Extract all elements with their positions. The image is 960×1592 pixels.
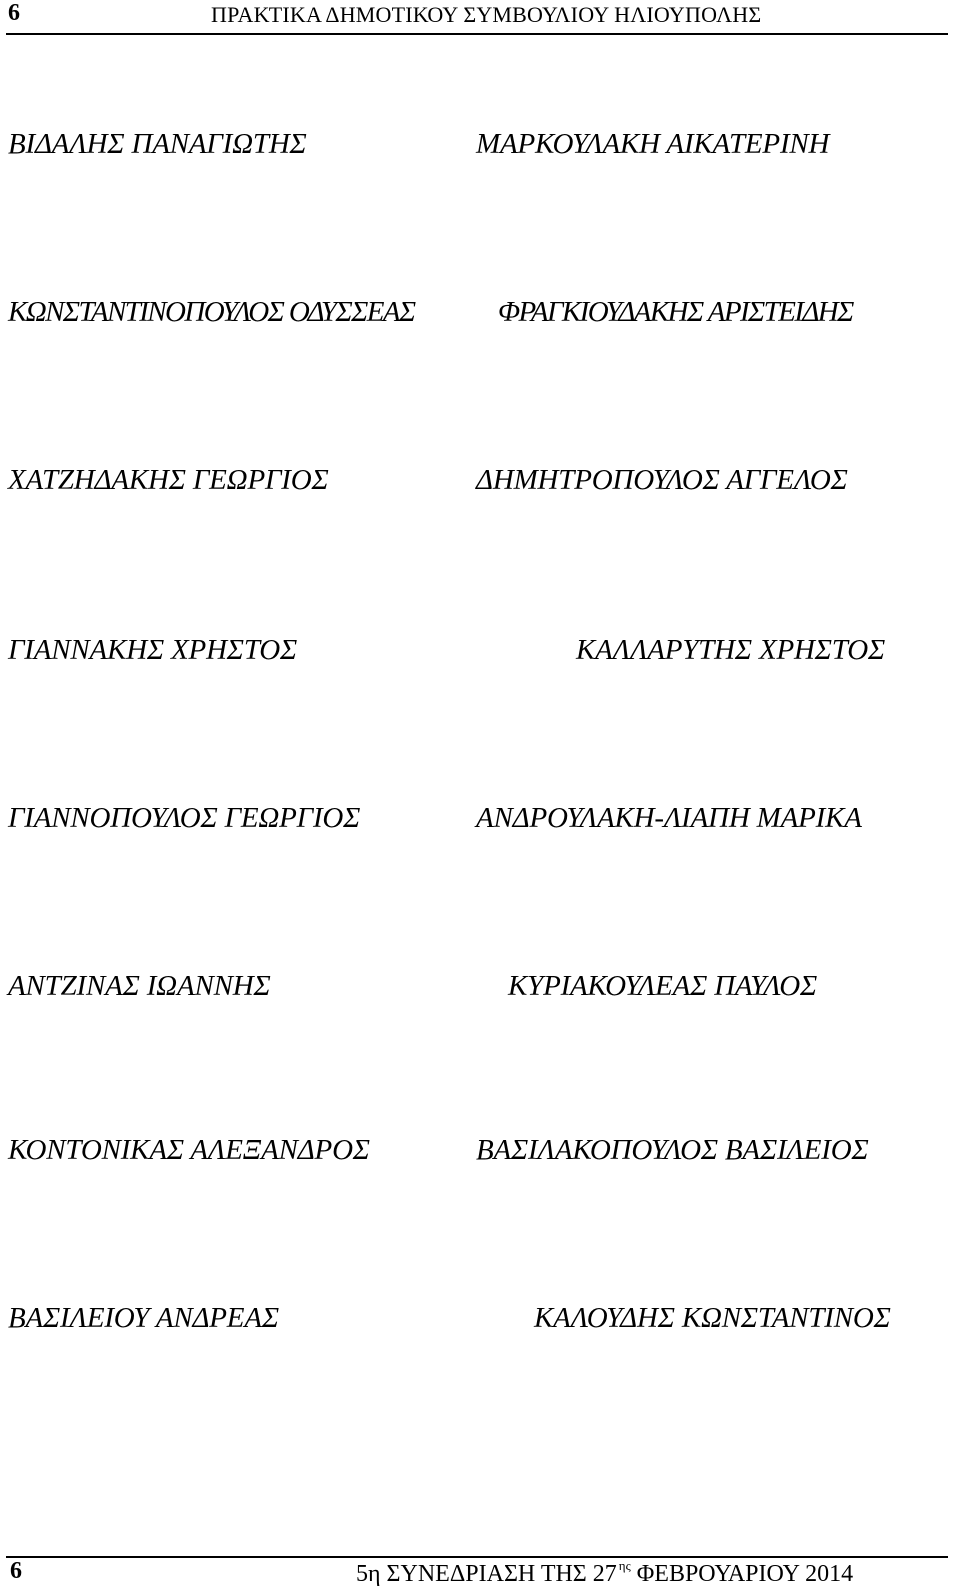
- name-right-1: ΜΑΡΚΟΥΛΑΚΗ ΑΙΚΑΤΕΡΙΝΗ: [476, 128, 830, 160]
- name-left-4: ΓΙΑΝΝΑΚΗΣ ΧΡΗΣΤΟΣ: [8, 634, 298, 666]
- footer-ordinal-suffix: ης: [618, 1558, 631, 1573]
- name-right-2: ΦΡΑΓΚΙΟΥΔΑΚΗΣ ΑΡΙΣΤΕΙΔΗΣ: [498, 296, 853, 328]
- name-right-8: ΚΑΛΟΥΔΗΣ ΚΩΝΣΤΑΝΤΙΝΟΣ: [534, 1302, 891, 1334]
- name-left-1: ΒΙΔΑΛΗΣ ΠΑΝΑΓΙΩΤΗΣ: [8, 128, 307, 160]
- name-left-5: ΓΙΑΝΝΟΠΟΥΛΟΣ ΓΕΩΡΓΙΟΣ: [8, 802, 361, 834]
- header-title: ΠΡΑΚΤΙΚΑ ΔΗΜΟΤΙΚΟΥ ΣΥΜΒΟΥΛΙΟΥ ΗΛΙΟΥΠΟΛΗΣ: [211, 2, 762, 27]
- name-left-6: ΑΝΤΖΙΝΑΣ ΙΩΑΝΝΗΣ: [8, 970, 271, 1002]
- name-left-2: ΚΩΝΣΤΑΝΤΙΝΟΠΟΥΛΟΣ ΟΔΥΣΣΕΑΣ: [8, 296, 415, 328]
- header-page-number: 6: [8, 0, 20, 26]
- name-right-5: ΑΝΔΡΟΥΛΑΚΗ-ΛΙΑΠΗ ΜΑΡΙΚΑ: [476, 802, 862, 834]
- footer-session-prefix: 5η ΣΥΝΕΔΡΙΑΣΗ ΤΗΣ 27: [356, 1561, 617, 1587]
- footer-page-number: 6: [10, 1558, 22, 1584]
- footer-session-month: ΦΕΒΡΟΥΑΡΙΟΥ 2014: [636, 1561, 854, 1587]
- name-right-6: ΚΥΡΙΑΚΟΥΛΕΑΣ ΠΑΥΛΟΣ: [508, 970, 817, 1002]
- header-divider: [6, 33, 948, 35]
- name-left-7: ΚΟΝΤΟΝΙΚΑΣ ΑΛΕΞΑΝΔΡΟΣ: [8, 1134, 370, 1166]
- page-header: [0, 0, 960, 34]
- footer-session-date: [356, 1558, 853, 1588]
- name-left-8: ΒΑΣΙΛΕΙΟΥ ΑΝΔΡΕΑΣ: [8, 1302, 279, 1334]
- name-right-7: ΒΑΣΙΛΑΚΟΠΟΥΛΟΣ ΒΑΣΙΛΕΙΟΣ: [476, 1134, 869, 1166]
- name-left-3: ΧΑΤΖΗΔΑΚΗΣ ΓΕΩΡΓΙΟΣ: [8, 464, 329, 496]
- name-right-4: ΚΑΛΛΑΡΥΤΗΣ ΧΡΗΣΤΟΣ: [576, 634, 885, 666]
- name-right-3: ΔΗΜΗΤΡΟΠΟΥΛΟΣ ΑΓΓΕΛΟΣ: [476, 464, 848, 496]
